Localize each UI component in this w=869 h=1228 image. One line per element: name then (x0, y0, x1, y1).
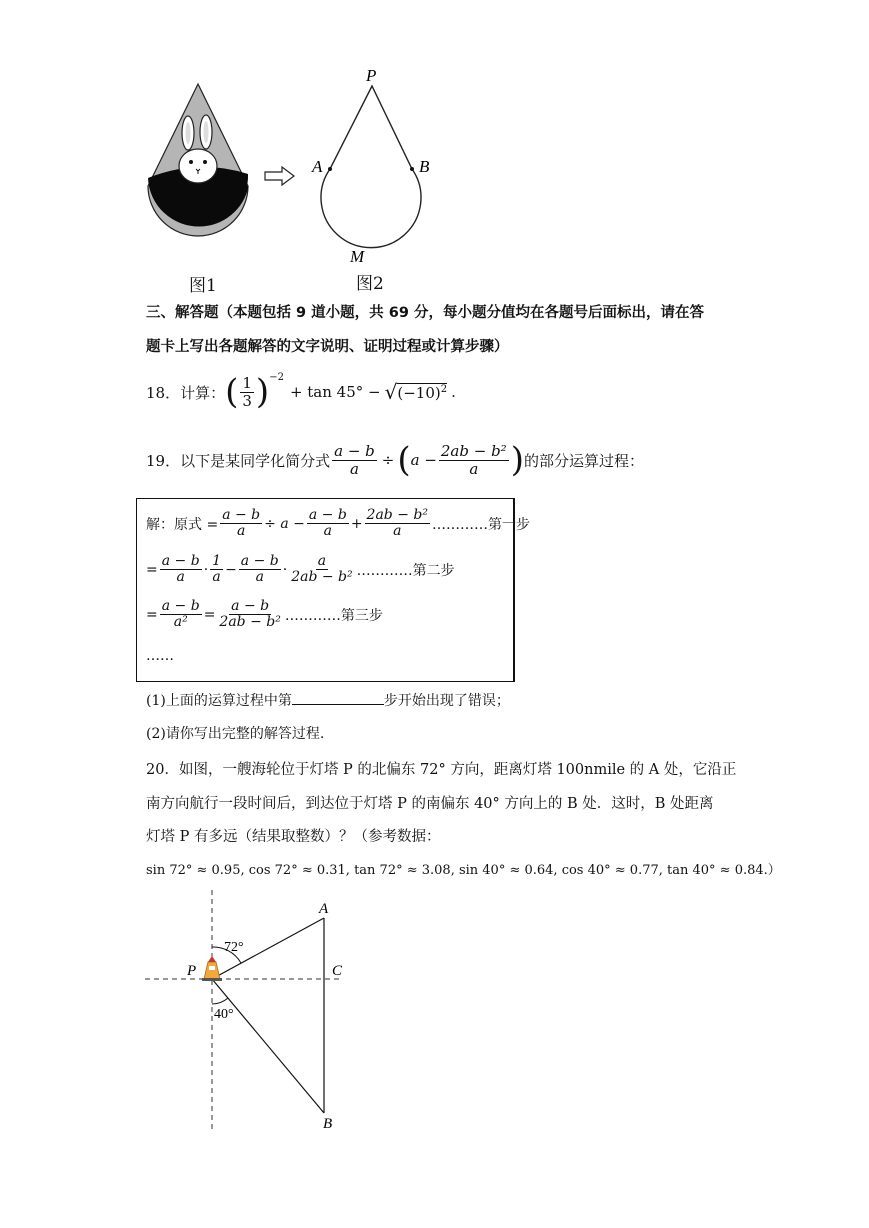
angle-label-40: 40° (214, 1007, 234, 1022)
q18-fraction: $\frac{1}{3}$ (242, 374, 252, 410)
q19-suffix: 的部分运算过程： (523, 451, 644, 470)
diagram-label-b: B (323, 1116, 333, 1132)
q18-radicand: $(-10)^2$ (397, 383, 448, 402)
fig2-label-m: M (350, 247, 365, 266)
lighthouse-diagram (140, 890, 360, 1135)
fig2-label-a: A (312, 157, 323, 176)
fig2-label-p: P (366, 66, 377, 85)
question-18: 18． 计算： ( $\frac{1}{3}$ ) $^{-2}$ + tan 45° − √ $(-10)^2$ . (146, 372, 456, 412)
fig1-caption: 图1 (189, 276, 217, 296)
q19-number: 19． (146, 451, 181, 470)
solution-ellipsis: …… (146, 648, 174, 664)
q20-line-3: 灯塔 P 有多远（结果取整数）？（参考数据： (146, 829, 441, 845)
solution-row-3: = $\frac{a - b}{\text{a²}}$ = $\frac{a - b}{\text{2ab − b²}}$ …………第三步 (146, 598, 383, 631)
sqrt-sign: √ (384, 380, 398, 404)
diagram-label-c: C (332, 963, 343, 979)
section-heading: 三、解答题（本题包括 9 道小题，共 69 分，每小题分值均在各题号后面标出，请在答 (146, 305, 704, 321)
answer-blank[interactable] (292, 690, 384, 705)
q19-frac-2: $\frac{\text{2ab − b²}}{a}$ (440, 442, 507, 478)
q18-number: 18． (146, 383, 181, 402)
solution-row-1: 解：原式 = $\frac{a - b}{a}$ ÷ a − $\frac{a - b}{a}$ + $\frac{\text{2ab − b²}}{a}$ …………第一步 (146, 507, 530, 540)
q18-exponent: −2 (269, 372, 284, 383)
q18-mid: + tan 45° − (289, 383, 381, 401)
fig2-label-b: B (419, 157, 430, 176)
q19-part-2: (2)请你写出完整的解答过程. (146, 726, 325, 742)
q18-end: . (451, 383, 456, 401)
figure-2 (300, 62, 450, 267)
hollow-arrow-icon (264, 166, 296, 186)
lighthouse-icon (202, 956, 222, 981)
diagram-label-p: P (187, 963, 197, 979)
q19-div: ÷ (381, 451, 395, 469)
q20-line-2: 南方向航行一段时间后，到达位于灯塔 P 的南偏东 40° 方向上的 B 处．这时，B 处距离 (146, 796, 714, 812)
section-heading-cont: 题卡上写出各题解答的文字说明、证明过程或计算步骤） (146, 339, 509, 355)
q20-line-1: 20．如图，一艘海轮位于灯塔 P 的北偏东 72° 方向，距离灯塔 100nmile 的 A 处，它沿正 (146, 762, 737, 778)
q20-reference-data: sin 72° ≈ 0.95, cos 72° ≈ 0.31, tan 72° ≈ 3.08, sin 40° ≈ 0.64, cos 40° ≈ 0.77, tan 40° ≈ 0.84.） (146, 863, 781, 878)
question-19: 19． 以下是某同学化简分式 $\frac{a - b}{a}$ ÷ ( a − $\frac{\text{2ab − b²}}{a}$ ) 的部分运算过程： (146, 440, 644, 480)
solution-row-2: = $\frac{a - b}{a}$ · $\frac{1}{a}$ − $\frac{a - b}{a}$ · $\frac{a}{\text{2ab − b²}}$ …………第二步 (146, 553, 455, 586)
diagram-label-a: A (319, 901, 329, 917)
q19-frac-1: $\frac{a - b}{a}$ (334, 442, 375, 478)
q18-prompt: 计算： (180, 383, 226, 402)
q19-part-1: (1)上面的运算过程中第 步开始出现了错误； (146, 690, 510, 710)
q19-inner-a: a − (410, 451, 437, 469)
q19-prompt: 以下是某同学化简分式 (180, 451, 331, 470)
figure-1 (140, 80, 260, 255)
angle-label-72: 72° (224, 940, 244, 955)
fig2-caption: 图2 (356, 274, 384, 294)
